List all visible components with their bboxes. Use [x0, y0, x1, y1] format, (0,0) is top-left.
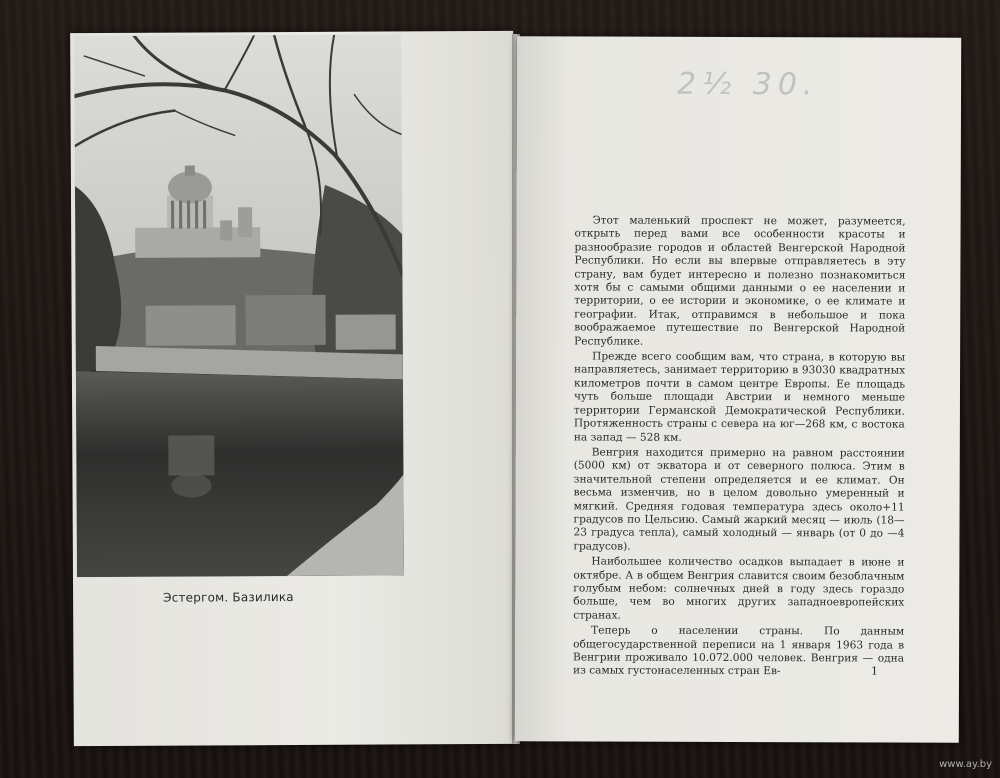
paragraph-intro: Этот маленький проспект не может, разумеется, открыть перед вами все особенности красоты и разнообразие городов и областей Венгерской Народной Республики. Но если вы впервые отправляетесь в эту страну, вам будет интересно и полезно познакомиться хотя бы с самыми общими данными о ее населении и территории, о ее истории и экономике, о ее климате и географии. Итак, отправимся в небольшое и пока воображаемое путешествие по Венгерской Народной Республике.	[574, 214, 906, 348]
handwritten-price-note: 2½ 30.	[677, 66, 819, 103]
paragraph-precipitation: Наибольшее количество осадков выпадает в июне и октябре. А в общем Венгрия славится своим безоблачным голубым небом: солнечных дней в году здесь гораздо больше, чем во многих других западноевропейских странах.	[573, 555, 905, 622]
paragraph-climate: Венгрия находится примерно на равном расстоянии (5000 км) от экватора и от северного полюса. Этим в значительной степени определяется и ее климат. Он весьма изменчив, но в целом довольно умеренный и мягкий. Средняя годовая температура здесь около+11 градусов по Цельсию. Самый жаркий месяц — июль (18—23 градуса тепла), самый холодный — январь (от 0 до —4 градусов).	[573, 446, 905, 553]
right-page	[515, 36, 961, 743]
esztergom-basilica-image	[74, 34, 404, 577]
paragraph-population: Теперь о населении страны. По данным общегосударственной переписи на 1 января 1963 года в Венгрии проживало 10.072.000 человек. Венгрия — одна из самых густонаселенных стран Ев-	[572, 624, 905, 678]
left-page	[70, 31, 517, 746]
body-text	[573, 214, 906, 681]
basilica-photo	[74, 34, 404, 577]
watermark: www.ay.by	[939, 759, 992, 770]
photo-caption: Эстергом. Базилика	[163, 590, 294, 605]
page-number: 1	[870, 664, 879, 678]
paragraph-territory: Прежде всего сообщим вам, что страна, в которую вы направляетесь, занимает территорию в 93030 квадратных километров почти в самом центре Европы. Ее площадь чуть больше площади Австрии и немного меньше территории Германской Демократической Республики. Протяженность страны с севера на юг—268 км, с востока на запад — 528 км.	[573, 350, 906, 444]
